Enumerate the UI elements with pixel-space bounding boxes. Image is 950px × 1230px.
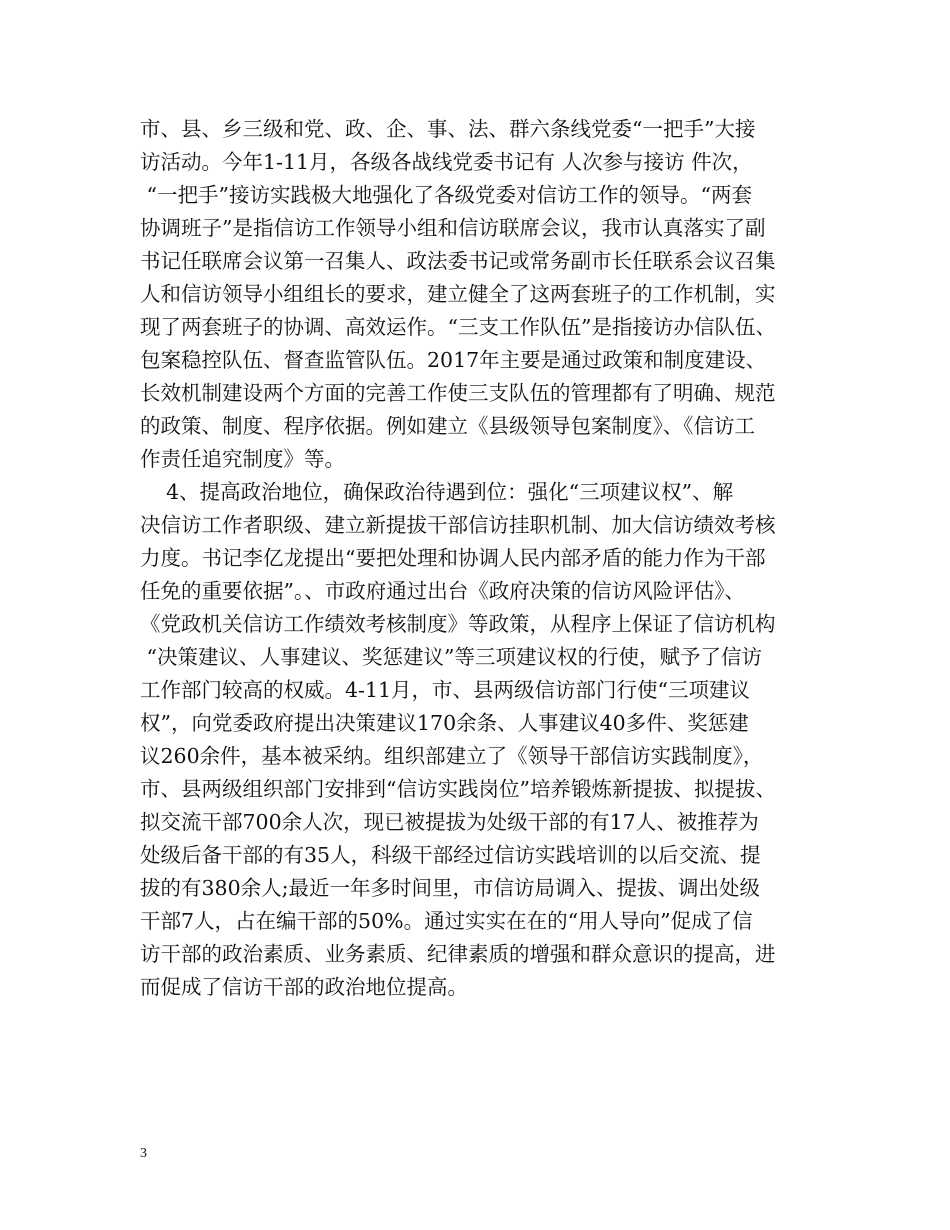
text-line: 访活动。今年1-11月，各级各战线党委书记有 人次参与接访 件次， (140, 150, 753, 174)
text-line: 力度。书记李亿龙提出“要把处理和协调人民内部矛盾的能力作为干部 (140, 546, 766, 570)
text-line: 决信访工作者职级、建立新提拔干部信访挂职机制、加大信访绩效考核 (140, 513, 776, 537)
text-line: 而促成了信访干部的政治地位提高。 (140, 975, 468, 999)
text-line: “决策建议、人事建议、奖惩建议”等三项建议权的行使，赋予了信访 (140, 645, 762, 669)
text-line: 的政策、制度、程序依据。例如建立《县级领导包案制度》、《信访工 (140, 414, 755, 438)
text-line: 权”，向党委政府提出决策建议170余条、人事建议40多件、奖惩建 (140, 711, 749, 735)
text-line: 议260余件，基本被采纳。组织部建立了《领导干部信访实践制度》， (140, 744, 764, 768)
text-line: 现了两套班子的协调、高效运作。“三支工作队伍”是指接访办信队伍、 (140, 315, 776, 339)
text-line: 《党政机关信访工作绩效考核制度》等政策，从程序上保证了信访机构 (140, 612, 776, 636)
text-line: 作责任追究制度》等。 (140, 447, 345, 471)
text-line: 书记任联席会议第一召集人、政法委书记或常务副市长任联系会议召集 (140, 249, 776, 273)
text-line: 工作部门较高的权威。4-11月，市、县两级信访部门行使“三项建议 (140, 678, 751, 702)
text-line: 市、县、乡三级和党、政、企、事、法、群六条线党委“一把手”大接 (140, 117, 756, 141)
text-line: “一把手”接访实践极大地强化了各级党委对信访工作的领导。“两套 (140, 183, 752, 207)
text-line: 协调班子”是指信访工作领导小组和信访联席会议，我市认真落实了副 (140, 216, 766, 240)
text-line: 干部7人，占在编干部的50%。通过实实在在的“用人导向”促成了信 (140, 909, 753, 933)
text-line: 访干部的政治素质、业务素质、纪律素质的增强和群众意识的提高，进 (140, 942, 776, 966)
text-line: 包案稳控队伍、督查监管队伍。2017年主要是通过政策和制度建设、 (140, 348, 767, 372)
text-line: 拟交流干部700余人次，现已被提拔为处级干部的有17人、被推荐为 (140, 810, 759, 834)
text-line: 拔的有380余人;最近一年多时间里，市信访局调入、提拔、调出处级 (140, 876, 761, 900)
text-line: 处级后备干部的有35人，科级干部经过信访实践培训的以后交流、提 (140, 843, 761, 867)
text-line: 4、提高政治地位，确保政治待遇到位：强化“三项建议权”、解 (140, 480, 734, 504)
text-line: 任免的重要依据”。、市政府通过出台《政府决策的信访风险评估》、 (140, 579, 745, 603)
page-number: 3 (140, 1146, 147, 1161)
text-line: 人和信访领导小组组长的要求，建立健全了这两套班子的工作机制，实 (140, 282, 776, 306)
text-line: 长效机制建设两个方面的完善工作使三支队伍的管理都有了明确、规范 (140, 381, 776, 405)
text-line: 市、县两级组织部门安排到“信访实践岗位”培养锻炼新提拔、拟提拔、 (140, 777, 776, 801)
body-text (140, 113, 820, 1004)
